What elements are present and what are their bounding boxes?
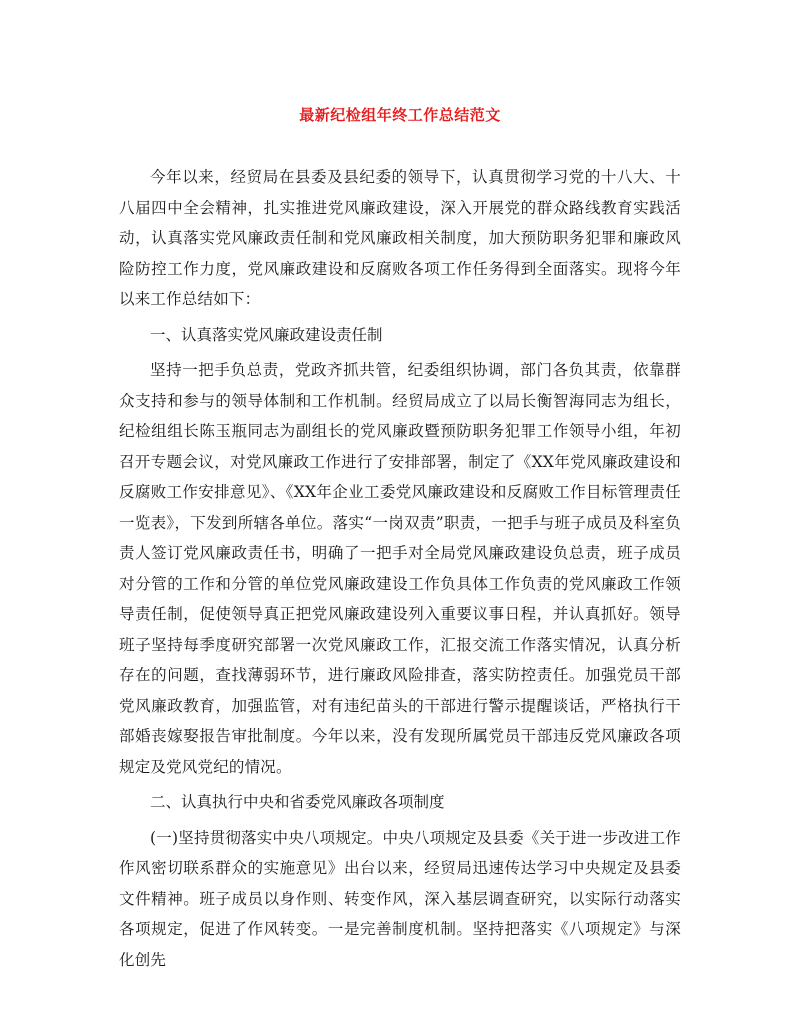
section-paragraph-1: 坚持一把手负总责，党政齐抓共管，纪委组织协调，部门各负其责，依靠群众支持和参与的领导体制和工作机制。经贸局成立了以局长衡智海同志为组长，纪检组组长陈玉瓶同志为副组长的党风廉政暨预防职务犯罪工作领导小组，年初召开专题会议，对党风廉政工作进行了安排部署，制定了《XX年党风廉政建设和反腐败工作安排意见》、《XX年企业工委党风廉政建设和反腐败工作目标管理责任一览表》，下发到所辖各单位。落实“一岗双责”职责，一把手与班子成员及科室负责人签订党风廉政责任书，明确了一把手对全局党风廉政建设负总责，班子成员对分管的工作和分管的单位党风廉政建设工作负具体工作负责的党风廉政工作领导责任制，促使领导真正把党风廉政建设列入重要议事日程，并认真抓好。领导班子坚持每季度研究部署一次党风廉政工作，汇报交流工作落实情况，认真分析存在的问题，查找薄弱环节，进行廉政风险排查，落实防控责任。加强党员干部党风廉政教育，加强监管，对有违纪苗头的干部进行警示提醒谈话，严格执行干部婚丧嫁娶报告审批制度。今年以来，没有发现所属党员干部违反党风廉政各项规定及党风党纪的情况。 — [119, 361, 681, 776]
document-page — [119, 0, 681, 1035]
section-heading-2: 二、认真执行中央和省委党风廉政各项制度 — [150, 793, 445, 811]
document-title: 最新纪检组年终工作总结范文 — [299, 106, 501, 124]
section-paragraph-2: (一)坚持贯彻落实中央八项规定。中央八项规定及县委《关于进一步改进工作作风密切联系群众的实施意见》出台以来，经贸局迅速传达学习中央规定及县委文件精神。班子成员以身作则、转变作风，深入基层调查研究，以实际行动落实各项规定，促进了作风转变。一是完善制度机制。坚持把落实《八项规定》与深化创先 — [119, 828, 681, 969]
document-body — [119, 162, 681, 975]
section-heading-1: 一、认真落实党风廉政建设责任制 — [150, 325, 383, 344]
intro-paragraph: 今年以来，经贸局在县委及县纪委的领导下，认真贯彻学习党的十八大、十八届四中全会精神，扎实推进党风廉政建设，深入开展党的群众路线教育实践活动，认真落实党风廉政责任制和党风廉政相关制度，加大预防职务犯罪和廉政风险防控工作力度，党风廉政建设和反腐败各项工作任务得到全面落实。现将今年以来工作总结如下： — [119, 168, 681, 308]
